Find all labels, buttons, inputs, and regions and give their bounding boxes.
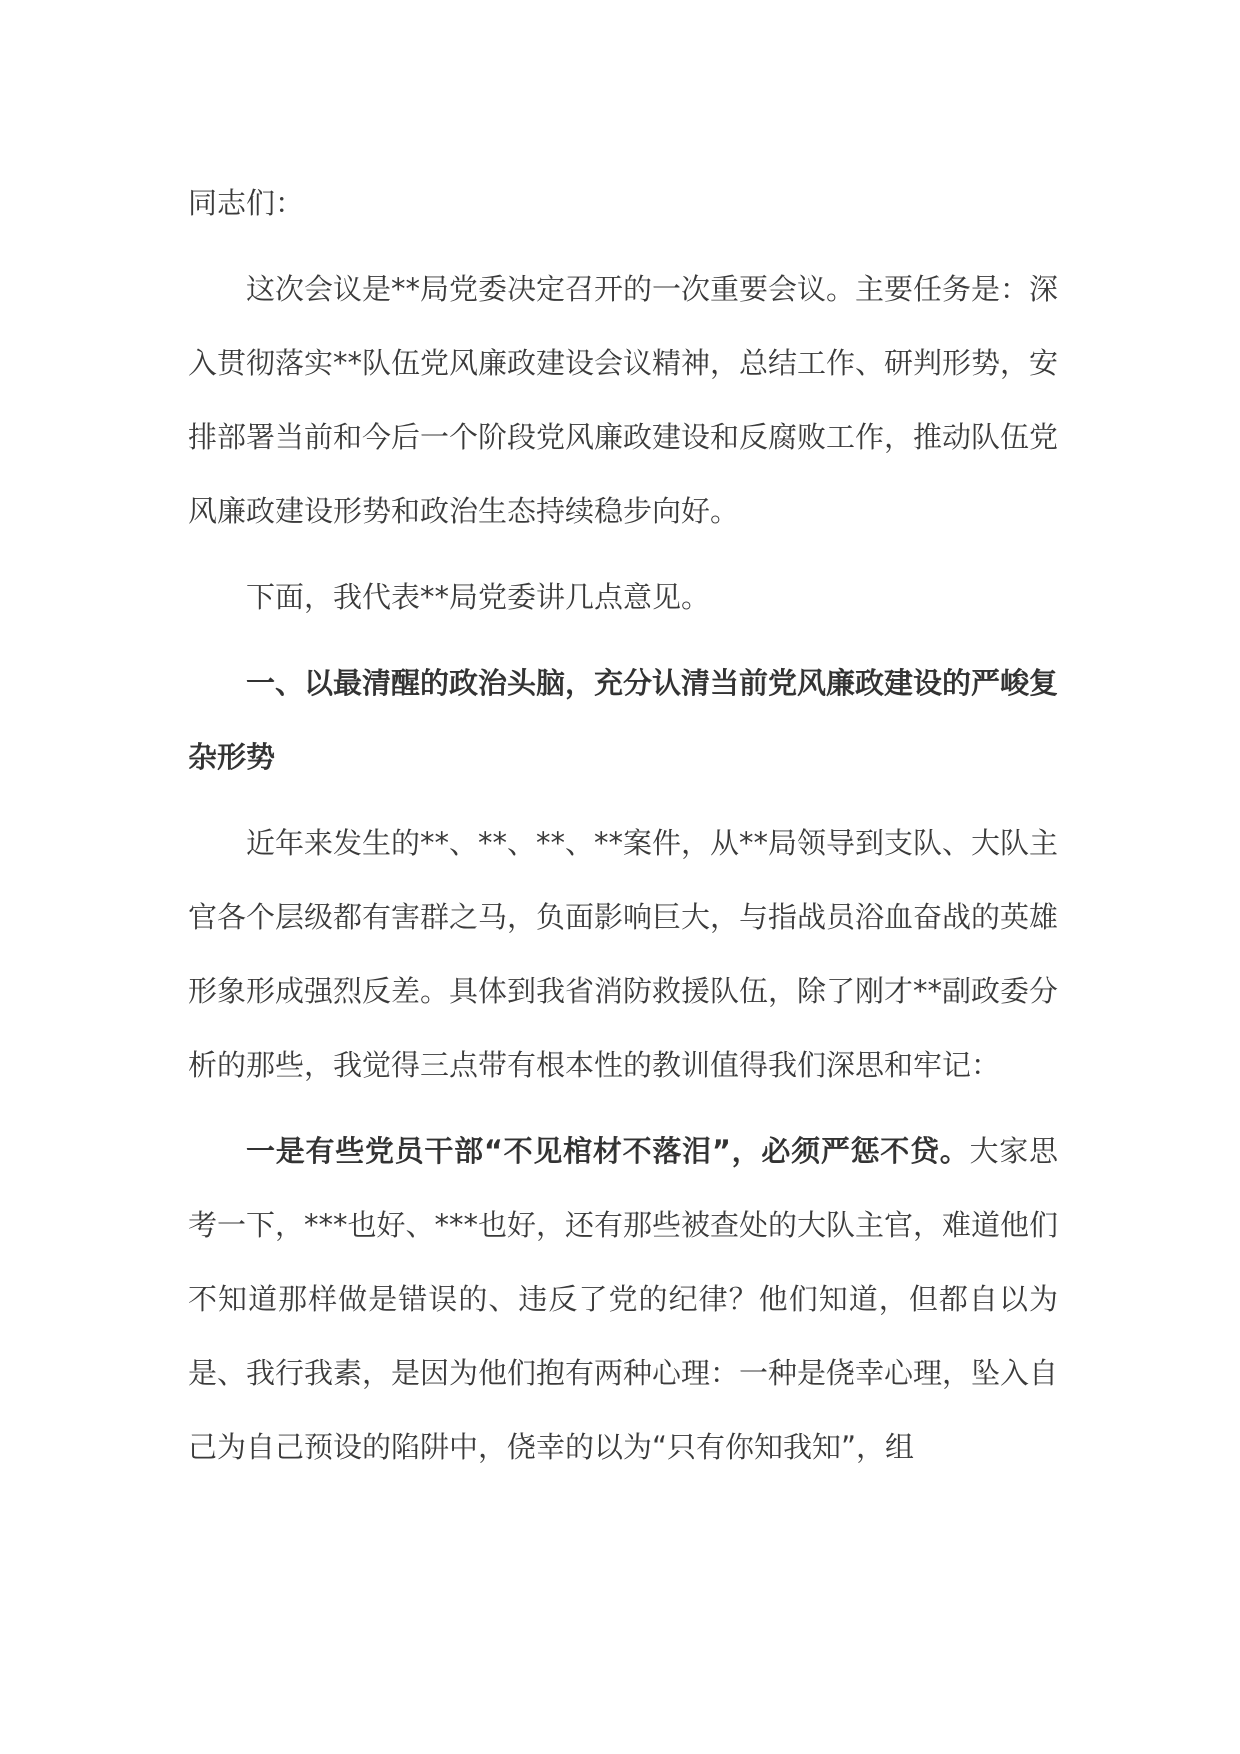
paragraph-cases: 近年来发生的**、**、**、**案件，从**局领导到支队、大队主官各个层级都有害群之马，负面影响巨大，与指战员浴血奋战的英雄形象形成强烈反差。具体到我省消防救援队伍，除了刚才**副政委分析的那些，我觉得三点带有根本性的教训值得我们深思和牢记： xyxy=(188,826,1059,1082)
paragraph-meeting-purpose: 这次会议是**局党委决定召开的一次重要会议。主要任务是：深入贯彻落实**队伍党风廉政建设会议精神，总结工作、研判形势，安排部署当前和今后一个阶段党风廉政建设和反腐败工作，推动队伍党风廉政建设形势和政治生态持续稳步向好。 xyxy=(188,272,1059,528)
salutation: 同志们： xyxy=(188,186,305,220)
lesson-1-lead: 一是有些党员干部“不见棺材不落泪”，必须严惩不贷。 xyxy=(246,1134,970,1168)
section-heading-1: 一、以最清醒的政治头脑，充分认清当前党风廉政建设的严峻复杂形势 xyxy=(188,666,1059,774)
lesson-1-body: 大家思考一下，***也好、***也好，还有那些被查处的大队主官，难道他们不知道那样做是错误的、违反了党的纪律？他们知道，但都自以为是、我行我素，是因为他们抱有两种心理：一种是侥幸心理，坠入自己为自己预设的陷阱中，侥幸的以为“只有你知我知”，组 xyxy=(188,1134,1059,1464)
document-body xyxy=(188,166,1058,1496)
paragraph-intro: 下面，我代表**局党委讲几点意见。 xyxy=(246,580,711,614)
paragraph-lesson-1 xyxy=(188,1114,1058,1484)
